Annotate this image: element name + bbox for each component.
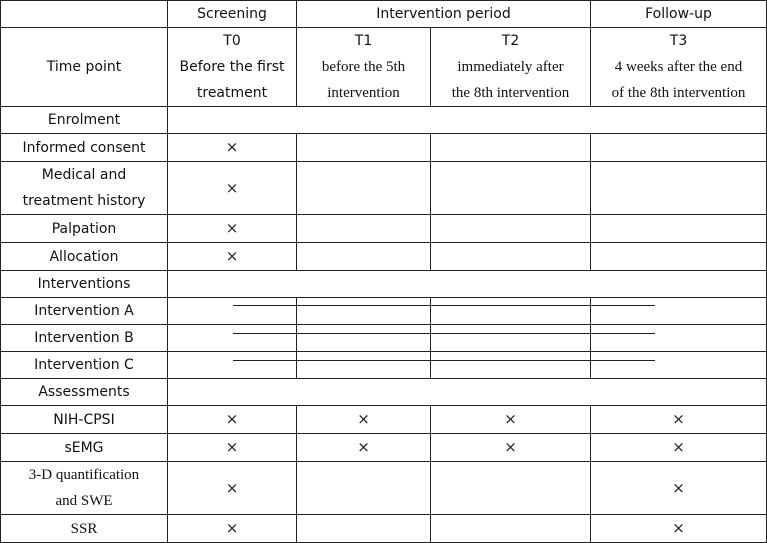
row-palpation <box>1 215 767 243</box>
mark-cell <box>431 406 591 434</box>
t2-code: T2 <box>501 33 520 49</box>
header-intervention-period: Intervention period <box>297 1 591 28</box>
row-nih-cpsi <box>1 406 767 434</box>
timepoint-t2 <box>431 28 591 107</box>
row-informed-consent <box>1 134 767 162</box>
section-fill <box>168 271 767 298</box>
section-assessments <box>1 379 767 406</box>
section-enrolment <box>1 107 767 134</box>
row-label: sEMG <box>1 434 168 462</box>
section-label: Interventions <box>1 271 168 298</box>
header-row <box>1 1 767 28</box>
mark-cell <box>591 515 767 543</box>
row-label: Allocation <box>1 243 168 271</box>
timepoint-t0 <box>168 28 297 107</box>
mark-cell <box>168 434 297 462</box>
mark-cell <box>431 134 591 162</box>
check-mark: × <box>225 178 239 197</box>
section-label: Enrolment <box>1 107 168 134</box>
section-interventions <box>1 271 767 298</box>
row-label: Intervention B <box>1 325 168 352</box>
mark-cell <box>168 162 297 215</box>
cell <box>168 325 297 352</box>
row-label: Intervention C <box>1 352 168 379</box>
medical-history-line1: Medical and <box>41 167 127 183</box>
mark-cell <box>168 515 297 543</box>
t3-line2: of the 8th intervention <box>611 85 746 101</box>
check-mark: × <box>225 138 239 156</box>
check-mark: × <box>357 410 370 428</box>
check-mark: × <box>672 519 685 537</box>
cell <box>297 325 431 352</box>
check-mark: × <box>225 519 239 537</box>
check-mark: × <box>504 438 517 456</box>
mark-cell <box>431 215 591 243</box>
row-label: SSR <box>1 515 168 543</box>
t3-line1: 4 weeks after the end <box>614 59 743 75</box>
cell <box>431 352 591 379</box>
check-mark: × <box>225 478 239 497</box>
header-followup: Follow-up <box>591 1 767 28</box>
mark-cell <box>168 406 297 434</box>
cell <box>431 325 591 352</box>
cell <box>168 298 297 325</box>
cell <box>297 298 431 325</box>
check-mark: × <box>504 410 517 428</box>
mark-cell <box>297 162 431 215</box>
mark-cell <box>168 134 297 162</box>
row-label: Informed consent <box>1 134 168 162</box>
cell <box>591 325 767 352</box>
t2-line2: the 8th intervention <box>451 85 570 101</box>
row-intervention-c <box>1 352 767 379</box>
mark-cell <box>297 134 431 162</box>
row-quantification-swe <box>1 462 767 515</box>
t3-code: T3 <box>669 33 688 49</box>
row-semg <box>1 434 767 462</box>
header-screening: Screening <box>168 1 297 28</box>
mark-cell <box>591 243 767 271</box>
mark-cell <box>591 162 767 215</box>
mark-cell <box>591 134 767 162</box>
timepoint-t3 <box>591 28 767 107</box>
cell <box>431 298 591 325</box>
mark-cell <box>591 462 767 515</box>
mark-cell <box>431 434 591 462</box>
mark-cell <box>431 162 591 215</box>
mark-cell <box>297 515 431 543</box>
t0-code: T0 <box>223 33 241 49</box>
quant-line1: 3-D quantification <box>28 467 140 483</box>
check-mark: × <box>225 219 239 237</box>
t1-line1: before the 5th <box>321 59 406 75</box>
section-fill <box>168 107 767 134</box>
mark-cell <box>168 215 297 243</box>
row-label: NIH-CPSI <box>1 406 168 434</box>
check-mark: × <box>672 410 685 428</box>
medical-history-line2: treatment history <box>22 193 146 209</box>
check-mark: × <box>672 478 685 497</box>
mark-cell <box>431 515 591 543</box>
cell <box>591 298 767 325</box>
cell <box>168 352 297 379</box>
check-mark: × <box>225 410 239 428</box>
row-allocation <box>1 243 767 271</box>
row-label <box>1 462 168 515</box>
mark-cell <box>297 462 431 515</box>
row-label <box>1 162 168 215</box>
t2-line1: immediately after <box>457 59 564 75</box>
t1-line2: intervention <box>327 85 400 101</box>
row-intervention-b <box>1 325 767 352</box>
row-intervention-a <box>1 298 767 325</box>
mark-cell <box>591 215 767 243</box>
mark-cell <box>297 215 431 243</box>
mark-cell <box>297 434 431 462</box>
mark-cell <box>431 243 591 271</box>
mark-cell <box>297 243 431 271</box>
corner-cell <box>1 1 168 28</box>
section-label: Assessments <box>1 379 168 406</box>
row-label: Intervention A <box>1 298 168 325</box>
mark-cell <box>168 462 297 515</box>
row-medical-history <box>1 162 767 215</box>
timepoint-label: Time point <box>1 28 168 107</box>
mark-cell <box>168 243 297 271</box>
t1-code: T1 <box>354 33 373 49</box>
mark-cell <box>431 462 591 515</box>
timepoint-t1 <box>297 28 431 107</box>
check-mark: × <box>225 438 239 456</box>
row-label: Palpation <box>1 215 168 243</box>
t0-line1: Before the first <box>179 59 285 75</box>
mark-cell <box>297 406 431 434</box>
mark-cell <box>591 434 767 462</box>
row-ssr <box>1 515 767 543</box>
cell <box>591 352 767 379</box>
t0-line2: treatment <box>196 85 268 101</box>
check-mark: × <box>225 247 239 265</box>
timepoint-row <box>1 28 767 107</box>
cell <box>297 352 431 379</box>
quant-line2: and SWE <box>55 493 113 509</box>
mark-cell <box>591 406 767 434</box>
section-fill <box>168 379 767 406</box>
check-mark: × <box>672 438 685 456</box>
check-mark: × <box>357 438 370 456</box>
